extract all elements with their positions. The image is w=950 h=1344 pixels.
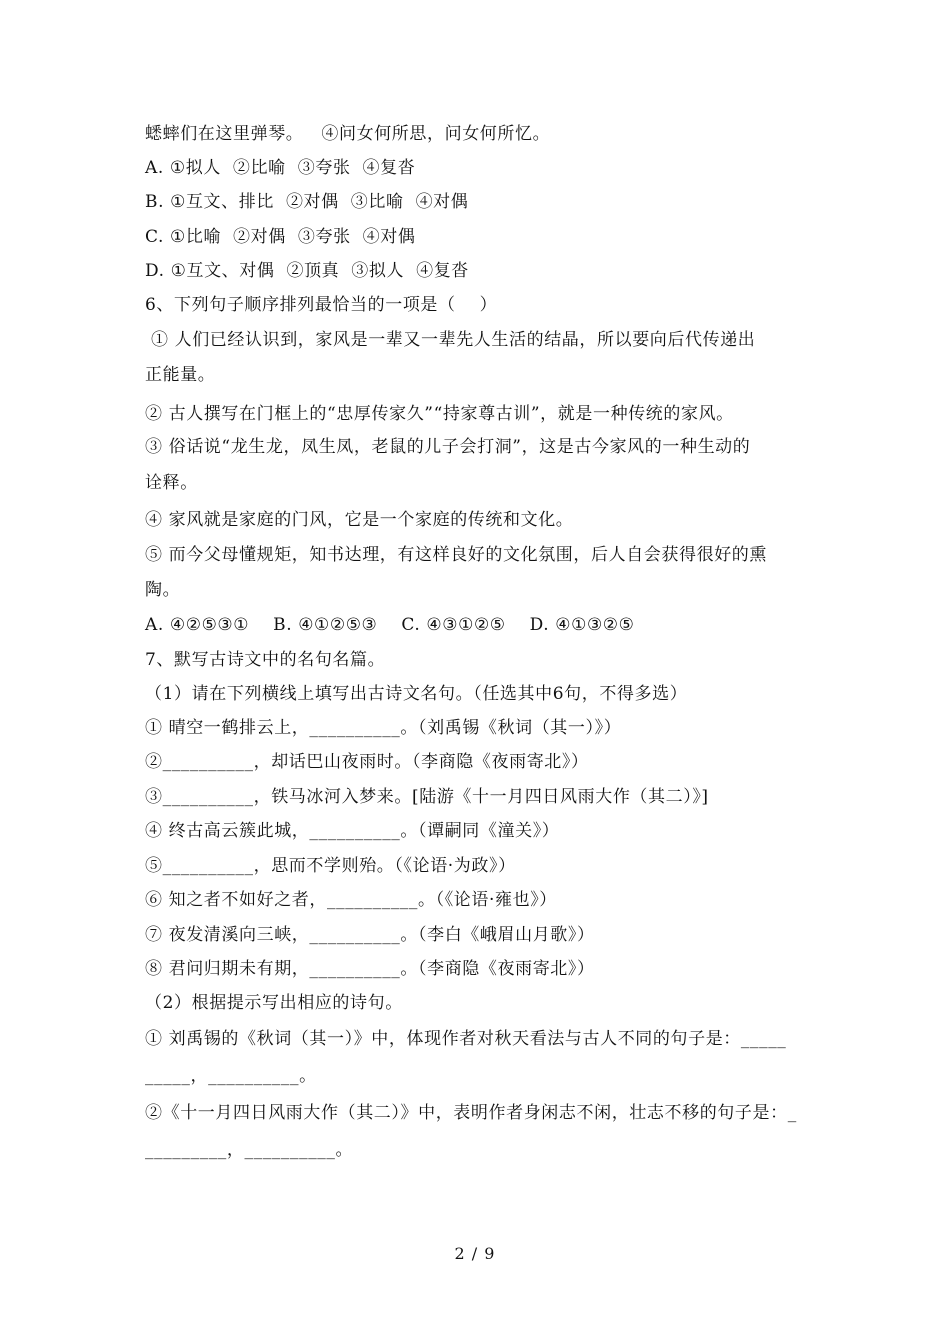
sentence-1: ① 人们已经认识到，家风是一辈又一辈先人生活的结晶，所以要向后代传递出	[145, 330, 756, 350]
prompt-1-blanks: _____，__________。	[145, 1066, 317, 1086]
option-a: A. ①拟人 ②比喻 ③夸张 ④复沓	[145, 158, 416, 178]
poem-item-8: ⑧ 君问归期未有期，__________。（李商隐《夜雨寄北》）	[145, 959, 595, 979]
answer-options: A. ④②⑤③① B. ④①②⑤③ C. ④③①②⑤ D. ④①③②⑤	[145, 615, 635, 635]
question-7: 7、默写古诗文中的名句名篇。	[145, 650, 386, 670]
sentence-5: ⑤ 而今父母懂规矩，知书达理，有这样良好的文化氛围，后人自会获得很好的熏	[145, 545, 768, 565]
prompt-2: ②《十一月四日风雨大作（其二）》中，表明作者身闲志不闲，壮志不移的句子是：_	[145, 1103, 797, 1123]
poem-item-3: ③__________，铁马冰河入梦来。[陆游《十一月四日风雨大作（其二）》]	[145, 787, 709, 807]
poem-item-2: ②__________，却话巴山夜雨时。（李商隐《夜雨寄北》）	[145, 752, 589, 772]
text-line: 蟋蟀们在这里弹琴。 ④问女何所思，问女何所忆。	[145, 124, 551, 144]
option-c: C. ①比喻 ②对偶 ③夸张 ④对偶	[145, 227, 416, 247]
prompt-1: ① 刘禹锡的《秋词（其一）》中，体现作者对秋天看法与古人不同的句子是：_____	[145, 1029, 787, 1049]
poem-item-4: ④ 终古高云簇此城，__________。（谭嗣同《潼关》）	[145, 821, 560, 841]
poem-item-7: ⑦ 夜发清溪向三峡，__________。（李白《峨眉山月歌》）	[145, 925, 595, 945]
poem-item-1: ① 晴空一鹤排云上，__________。（刘禹锡《秋词（其一）》）	[145, 718, 622, 738]
question-6: 6、下列句子顺序排列最恰当的一项是（ ）	[145, 295, 498, 315]
poem-item-6: ⑥ 知之者不如好之者，__________。（《论语·雍也》）	[145, 890, 557, 910]
sentence-5-cont: 陶。	[145, 580, 181, 600]
poem-item-5: ⑤__________，思而不学则殆。（《论语·为政》）	[145, 856, 516, 876]
option-d: D. ①互文、对偶 ②顶真 ③拟人 ④复沓	[145, 261, 469, 281]
sentence-4: ④ 家风就是家庭的门风，它是一个家庭的传统和文化。	[145, 510, 574, 530]
sentence-3-cont: 诠释。	[145, 473, 198, 493]
part-1-heading: （1）请在下列横线上填写出古诗文名句。（任选其中6句，不得多选）	[145, 684, 688, 704]
page-number: 2 / 9	[454, 1244, 496, 1263]
sentence-2: ② 古人撰写在门框上的“忠厚传家久”“持家尊古训”，就是一种传统的家风。	[145, 404, 734, 424]
sentence-1-cont: 正能量。	[145, 365, 216, 385]
part-2-heading: （2）根据提示写出相应的诗句。	[145, 993, 403, 1013]
sentence-3: ③ 俗话说“龙生龙，凤生凤，老鼠的儿子会打洞”，这是古今家风的一种生动的	[145, 437, 751, 457]
prompt-2-blanks: _________，__________。	[145, 1140, 354, 1160]
option-b: B. ①互文、排比 ②对偶 ③比喻 ④对偶	[145, 192, 469, 212]
